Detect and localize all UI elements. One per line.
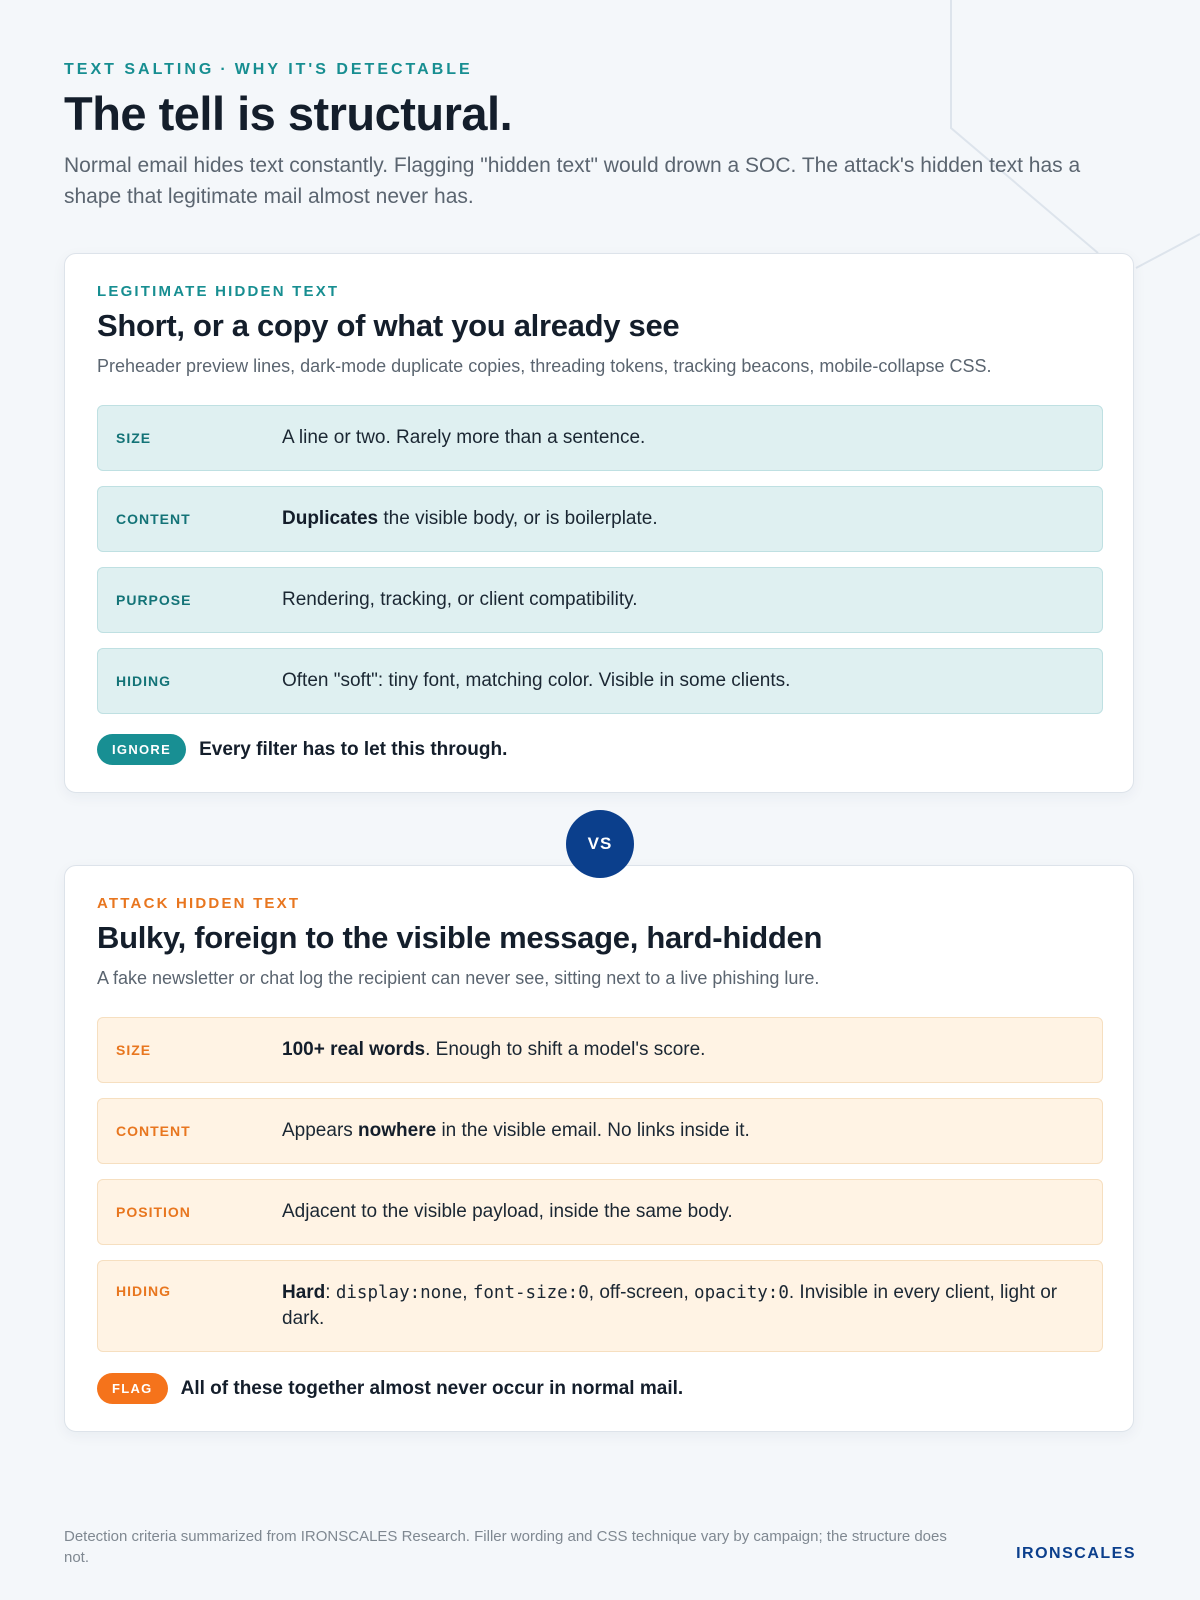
card-eyebrow: LEGITIMATE HIDDEN TEXT [97,283,340,300]
attack-hidden-text-card [64,865,1134,1432]
css-code-opacity: opacity:0 [694,1283,789,1303]
criterion-value-text: , [462,1282,473,1303]
eyebrow-topic: TEXT SALTING [64,61,215,78]
vs-badge: VS [566,810,634,878]
brand-logo-text: IRONSCALES [1016,1545,1136,1562]
css-code-font-size: font-size:0 [472,1283,589,1303]
verdict-text: Every filter has to let this through. [199,738,508,760]
criterion-label: POSITION [116,1204,191,1220]
criteria-list [97,405,1103,729]
criteria-list [97,1017,1103,1367]
criterion-label: CONTENT [116,511,191,527]
criterion-label: SIZE [116,1042,152,1058]
criterion-label: HIDING [116,1283,171,1299]
criterion-label: HIDING [116,673,171,689]
criterion-value-text: : [325,1282,336,1303]
criterion-row-position [97,1179,1103,1245]
criterion-label: PURPOSE [116,592,192,608]
card-verdict [97,734,507,765]
css-code-display-none: display:none [335,1283,463,1303]
verdict-text: All of these together almost never occur in normal mail. [180,1377,684,1399]
card-subtitle: A fake newsletter or chat log the recipient can never see, sitting next to a live phishing lure. [97,968,820,988]
criterion-value [282,1037,1084,1063]
card-title: Short, or a copy of what you already see [97,308,680,343]
intro-paragraph: Normal email hides text constantly. Flagging "hidden text" would drown a SOC. The attack's hidden text has a shape that legitimate mail almost never has. [64,154,1081,208]
criterion-value-emphasis: nowhere [358,1120,437,1141]
criterion-value: Adjacent to the visible payload, inside the same body. [282,1201,733,1222]
eyebrow-separator: · [220,61,229,78]
card-subtitle: Preheader preview lines, dark-mode duplicate copies, threading tokens, tracking beacons, mobile-collapse CSS. [97,356,992,376]
criterion-value: Rendering, tracking, or client compatibility. [282,589,638,610]
criterion-value [282,1118,1084,1144]
criterion-value-text: the visible body, or is boilerplate. [378,508,658,529]
page-title: The tell is structural. [64,87,513,140]
footer-source-note: Detection criteria summarized from IRONSCALES Research. Filler wording and CSS technique vary by campaign; the structure does not. [64,1528,947,1566]
card-verdict [97,1373,683,1404]
criterion-row-hiding [97,648,1103,714]
eyebrow-subtopic: WHY IT'S DETECTABLE [234,61,473,78]
criterion-value: Often "soft": tiny font, matching color. Visible in some clients. [282,670,791,691]
legitimate-hidden-text-card [64,253,1134,793]
card-title: Bulky, foreign to the visible message, hard-hidden [97,920,823,955]
card-eyebrow: ATTACK HIDDEN TEXT [97,895,301,912]
criterion-row-purpose [97,567,1103,633]
criterion-value-text: in the visible email. No links inside it. [436,1120,750,1141]
page-eyebrow [64,61,473,79]
ignore-badge: IGNORE [97,734,186,765]
criterion-label: CONTENT [116,1123,191,1139]
criterion-row-size [97,1017,1103,1083]
criterion-row-content [97,486,1103,552]
criterion-value-emphasis: Duplicates [282,508,379,529]
criterion-value-text: Appears [282,1120,359,1141]
criterion-value-emphasis: Hard [282,1282,326,1303]
flag-badge: FLAG [97,1373,168,1404]
criterion-value-emphasis: 100+ real words [282,1039,426,1060]
criterion-row-hiding [97,1260,1103,1352]
criterion-value-text: . Enough to shift a model's score. [425,1039,706,1060]
criterion-value-text: , off-screen, [588,1282,695,1303]
criterion-label: SIZE [116,430,152,446]
criterion-value-text: . Invisible in every client, light or dark. [282,1282,1058,1329]
criterion-row-size [97,405,1103,471]
criterion-value: A line or two. Rarely more than a sentence. [282,427,646,448]
criterion-value [282,506,1084,532]
criterion-row-content [97,1098,1103,1164]
criterion-value [282,1280,1084,1332]
